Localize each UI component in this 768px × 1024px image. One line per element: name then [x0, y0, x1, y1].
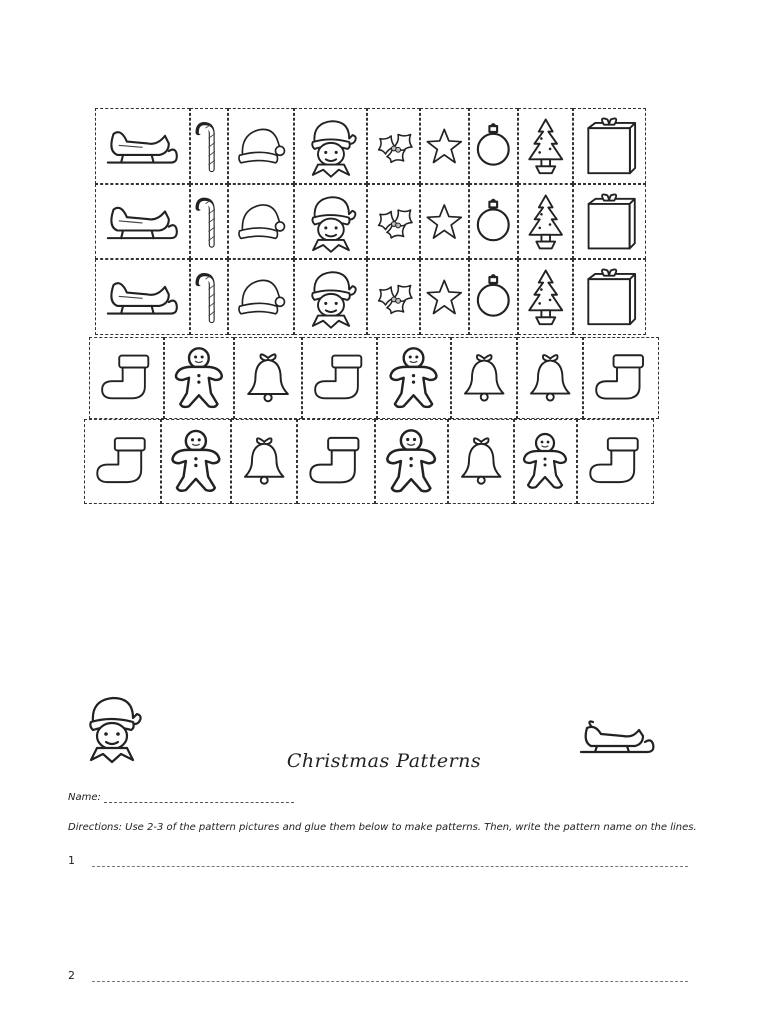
star-icon: [421, 260, 468, 334]
pattern-cell-gingerbread-man[interactable]: [161, 419, 231, 504]
pattern-cell-elf[interactable]: [294, 108, 367, 184]
pattern-cell-stocking[interactable]: [84, 419, 161, 504]
name-field[interactable]: [68, 792, 294, 803]
answer-dashes[interactable]: [92, 858, 688, 867]
answer-dashes[interactable]: [92, 973, 688, 982]
candy-cane-icon: [191, 185, 227, 258]
pattern-cell-bell[interactable]: [234, 337, 302, 419]
pattern-cell-star[interactable]: [420, 108, 469, 184]
santa-hat-icon: [229, 185, 293, 258]
pattern-row: [89, 337, 659, 419]
pattern-cell-holly[interactable]: [367, 184, 420, 259]
sleigh-icon: [96, 260, 189, 334]
line-number: 2: [68, 969, 75, 982]
line-number: 1: [68, 854, 75, 867]
bell-icon: [518, 338, 582, 418]
bell-icon: [232, 420, 296, 503]
gingerbread-man-icon: [165, 338, 233, 418]
pattern-cell-holly[interactable]: [367, 108, 420, 184]
gingerbread-man-icon: [378, 338, 450, 418]
pattern-cell-ornament[interactable]: [469, 108, 518, 184]
holly-icon: [368, 185, 419, 258]
name-label: Name:: [68, 792, 101, 803]
santa-hat-icon: [229, 109, 293, 183]
directions-text: Directions: Use 2-3 of the pattern pictures and glue them below to make patterns. Then, write the pattern name on the lines.: [68, 822, 697, 833]
holly-icon: [368, 260, 419, 334]
pattern-cell-gift[interactable]: [573, 184, 646, 259]
stocking-icon: [584, 338, 658, 418]
candy-cane-icon: [191, 109, 227, 183]
bell-icon: [449, 420, 513, 503]
pattern-cell-stocking[interactable]: [89, 337, 164, 419]
gingerbread-man-icon: [162, 420, 230, 503]
pattern-cell-star[interactable]: [420, 184, 469, 259]
pattern-cell-christmas-tree[interactable]: [518, 108, 573, 184]
stocking-icon: [85, 420, 160, 503]
pattern-cell-stocking[interactable]: [583, 337, 659, 419]
pattern-cell-santa-hat[interactable]: [228, 108, 294, 184]
star-icon: [421, 185, 468, 258]
holly-icon: [368, 109, 419, 183]
pattern-cell-stocking[interactable]: [577, 419, 654, 504]
pattern-cell-santa-hat[interactable]: [228, 259, 294, 335]
stocking-icon: [303, 338, 376, 418]
sleigh-icon: [96, 185, 189, 258]
pattern-cell-ornament[interactable]: [469, 259, 518, 335]
pattern-cell-gingerbread-man[interactable]: [377, 337, 451, 419]
candy-cane-icon: [191, 260, 227, 334]
gift-icon: [574, 260, 645, 334]
name-blank[interactable]: [104, 792, 294, 803]
pattern-row: [84, 419, 654, 504]
pattern-cell-elf[interactable]: [294, 259, 367, 335]
pattern-cell-stocking[interactable]: [302, 337, 377, 419]
stocking-icon: [578, 420, 653, 503]
pattern-cell-sleigh[interactable]: [95, 184, 190, 259]
pattern-cell-christmas-tree[interactable]: [518, 184, 573, 259]
pattern-cell-bell[interactable]: [451, 337, 517, 419]
pattern-row: [95, 184, 646, 259]
pattern-cell-holly[interactable]: [367, 259, 420, 335]
pattern-cell-candy-cane[interactable]: [190, 259, 228, 335]
pattern-cell-ornament[interactable]: [469, 184, 518, 259]
pattern-cell-star[interactable]: [420, 259, 469, 335]
pattern-cell-sleigh[interactable]: [95, 108, 190, 184]
christmas-tree-icon: [519, 185, 572, 258]
elf-icon: [295, 109, 366, 183]
christmas-tree-icon: [519, 109, 572, 183]
stocking-icon: [90, 338, 163, 418]
ornament-icon: [470, 109, 517, 183]
star-icon: [421, 109, 468, 183]
pattern-cell-bell[interactable]: [231, 419, 297, 504]
christmas-tree-icon: [519, 260, 572, 334]
pattern-row: [95, 108, 646, 184]
answer-line-2[interactable]: [68, 969, 688, 982]
pattern-cell-bell[interactable]: [517, 337, 583, 419]
gingerbread-man-icon: [515, 420, 576, 503]
elf-icon: [295, 260, 366, 334]
pattern-cell-candy-cane[interactable]: [190, 108, 228, 184]
pattern-cell-gingerbread-man[interactable]: [164, 337, 234, 419]
pattern-cell-sleigh[interactable]: [95, 259, 190, 335]
pattern-cell-gingerbread-man[interactable]: [375, 419, 448, 504]
answer-line-1[interactable]: [68, 854, 688, 867]
pattern-cell-santa-hat[interactable]: [228, 184, 294, 259]
santa-hat-icon: [229, 260, 293, 334]
pattern-cell-gift[interactable]: [573, 108, 646, 184]
gift-icon: [574, 185, 645, 258]
bell-icon: [235, 338, 301, 418]
pattern-cell-elf[interactable]: [294, 184, 367, 259]
elf-icon: [295, 185, 366, 258]
ornament-icon: [470, 260, 517, 334]
worksheet-title: Christmas Patterns: [286, 750, 482, 772]
pattern-cell-gingerbread-man[interactable]: [514, 419, 577, 504]
stocking-icon: [298, 420, 374, 503]
pattern-cell-bell[interactable]: [448, 419, 514, 504]
pattern-cell-gift[interactable]: [573, 259, 646, 335]
pattern-cell-candy-cane[interactable]: [190, 184, 228, 259]
pattern-cell-stocking[interactable]: [297, 419, 375, 504]
pattern-row: [95, 259, 646, 335]
sleigh-icon: [96, 109, 189, 183]
pattern-cell-christmas-tree[interactable]: [518, 259, 573, 335]
gift-icon: [574, 109, 645, 183]
ornament-icon: [470, 185, 517, 258]
bell-icon: [452, 338, 516, 418]
gingerbread-man-icon: [376, 420, 447, 503]
